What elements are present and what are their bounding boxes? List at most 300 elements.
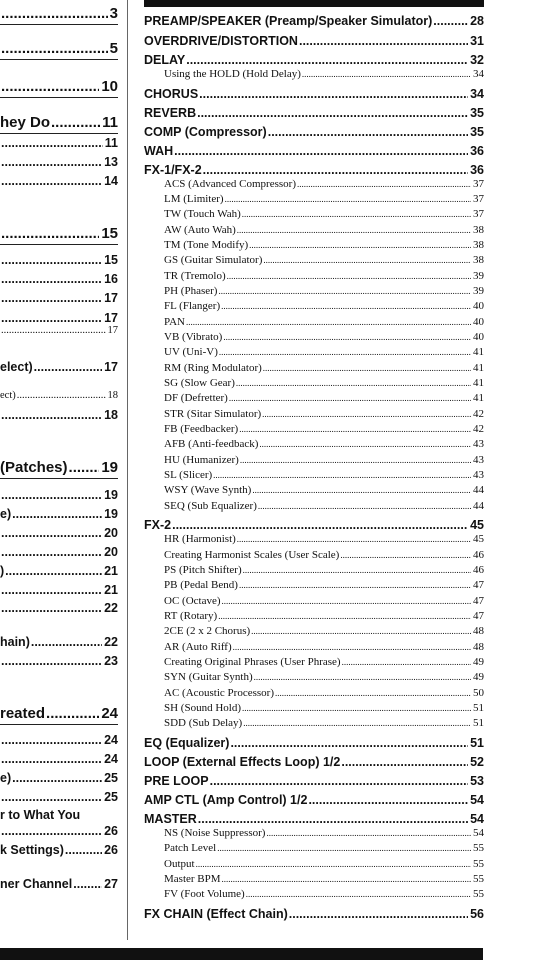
dot-leader (242, 703, 471, 713)
toc-entry-page: 37 (473, 208, 484, 220)
toc-entry[interactable] (0, 564, 118, 578)
toc-entry[interactable] (144, 87, 484, 101)
toc-entry-page: 10 (101, 78, 118, 95)
toc-entry-title: FL (Flanger) (164, 300, 221, 312)
toc-entry[interactable] (144, 178, 484, 190)
toc-entry-title: PH (Phaser) (164, 285, 218, 297)
toc-entry-page: 41 (473, 392, 484, 404)
toc-entry-title: EQ (Equalizer) (144, 736, 230, 750)
toc-entry[interactable] (0, 291, 118, 305)
toc-entry[interactable] (144, 641, 484, 653)
toc-entry[interactable] (0, 808, 118, 822)
toc-entry[interactable] (0, 225, 118, 242)
dot-leader (199, 87, 468, 101)
toc-entry[interactable] (0, 408, 118, 422)
page-footer-bar (0, 948, 483, 960)
dot-leader (239, 580, 471, 590)
toc-entry-page: 44 (473, 500, 484, 512)
toc-entry[interactable] (0, 459, 118, 476)
toc-entry-page: 28 (470, 14, 484, 28)
toc-entry[interactable] (0, 174, 118, 188)
toc-entry-title: SG (Slow Gear) (164, 377, 235, 389)
toc-entry-page: 36 (470, 163, 484, 177)
toc-entry[interactable] (144, 671, 484, 683)
toc-entry-title: STR (Sitar Simulator) (164, 408, 262, 420)
toc-entry[interactable] (144, 793, 484, 807)
toc-entry[interactable] (0, 635, 118, 649)
toc-entry-page: 55 (473, 842, 484, 854)
dot-leader (242, 209, 471, 219)
toc-entry-page: 38 (473, 254, 484, 266)
toc-entry-title: PRE LOOP (144, 774, 209, 788)
toc-entry-title: CHORUS (144, 87, 199, 101)
toc-entry-page: 37 (473, 178, 484, 190)
toc-entry-page: 46 (473, 564, 484, 576)
toc-entry[interactable] (0, 272, 118, 286)
dot-leader (1, 155, 102, 169)
toc-entry-page: 26 (104, 843, 118, 857)
toc-entry[interactable] (0, 526, 118, 540)
toc-entry-title: PAN (164, 316, 185, 328)
toc-entry[interactable] (0, 771, 118, 785)
toc-entry-title: PREAMP/SPEAKER (Preamp/Speaker Simulator) (144, 14, 433, 28)
dot-leader (239, 424, 471, 434)
toc-entry-page: 54 (473, 827, 484, 839)
toc-entry[interactable] (144, 702, 484, 714)
toc-entry[interactable] (144, 331, 484, 343)
toc-entry-page: 18 (107, 390, 118, 401)
section-underline (0, 24, 118, 25)
toc-entry[interactable] (0, 843, 118, 857)
dot-leader (12, 507, 102, 521)
toc-entry[interactable] (144, 125, 484, 139)
toc-entry-title: PS (Pitch Shifter) (164, 564, 242, 576)
toc-entry-title: COMP (Compressor) (144, 125, 267, 139)
toc-entry-title: SEQ (Sub Equalizer) (164, 500, 257, 512)
toc-entry-title: LM (Limiter) (164, 193, 224, 205)
toc-entry-title: WAH (144, 144, 174, 158)
dot-leader (1, 311, 102, 325)
toc-entry-title: hey Do (0, 114, 51, 131)
toc-entry-title: AC (Acoustic Processor) (164, 687, 274, 699)
toc-entry-page: 55 (473, 888, 484, 900)
toc-entry[interactable] (144, 687, 484, 699)
toc-entry-page: 39 (473, 270, 484, 282)
toc-entry-page: 17 (104, 360, 118, 374)
toc-entry[interactable] (144, 408, 484, 420)
dot-leader (198, 812, 468, 826)
toc-entry-title: GS (Guitar Simulator) (164, 254, 263, 266)
toc-entry[interactable] (144, 68, 484, 80)
dot-leader (302, 69, 471, 79)
dot-leader (1, 225, 99, 242)
toc-entry-page: 22 (104, 601, 118, 615)
dot-leader (1, 733, 102, 747)
toc-entry[interactable] (0, 311, 118, 325)
toc-entry[interactable] (0, 136, 118, 150)
toc-entry-title: RT (Rotary) (164, 610, 218, 622)
dot-leader (222, 874, 471, 884)
toc-entry-page: 35 (470, 106, 484, 120)
dot-leader (1, 583, 102, 597)
toc-entry-page: 51 (470, 736, 484, 750)
toc-entry[interactable] (144, 500, 484, 512)
dot-leader (1, 174, 102, 188)
toc-entry-page: 34 (470, 87, 484, 101)
dot-leader (1, 5, 108, 22)
dot-leader (1, 790, 102, 804)
toc-entry-page: 20 (104, 545, 118, 559)
dot-leader (258, 501, 471, 511)
toc-entry-page: 46 (473, 549, 484, 561)
toc-entry-title: TR (Tremolo) (164, 270, 226, 282)
toc-entry-title: MASTER (144, 812, 197, 826)
toc-entry-title: reated (0, 705, 46, 722)
dot-leader (229, 393, 471, 403)
toc-entry[interactable] (144, 423, 484, 435)
toc-entry[interactable] (144, 346, 484, 358)
dot-leader (51, 114, 100, 131)
dot-leader (1, 545, 102, 559)
toc-entry-page: 20 (104, 526, 118, 540)
toc-entry[interactable] (144, 163, 484, 177)
toc-entry[interactable] (144, 106, 484, 120)
toc-entry-title: SDD (Sub Delay) (164, 717, 243, 729)
toc-entry-title: ) (0, 564, 5, 578)
toc-entry-page: 41 (473, 362, 484, 374)
dot-leader (221, 301, 471, 311)
dot-leader (236, 378, 471, 388)
toc-entry-title: Patch Level (164, 842, 217, 854)
toc-entry[interactable] (144, 564, 484, 576)
toc-entry-title: FX-2 (144, 518, 172, 532)
dot-leader (1, 601, 102, 615)
toc-entry[interactable] (0, 488, 118, 502)
toc-entry-title: r to What You (0, 808, 81, 822)
toc-entry-page: 18 (104, 408, 118, 422)
toc-entry-page: 39 (473, 285, 484, 297)
toc-entry-page: 42 (473, 408, 484, 420)
toc-entry-title: hain) (0, 635, 30, 649)
dot-leader (266, 828, 471, 838)
dot-leader (268, 125, 468, 139)
column-divider (127, 0, 128, 940)
toc-entry[interactable] (0, 824, 118, 838)
dot-leader (172, 518, 468, 532)
dot-leader (1, 325, 106, 336)
toc-entry-page: 49 (473, 656, 484, 668)
toc-entry-title: DELAY (144, 53, 186, 67)
toc-entry[interactable] (0, 360, 118, 374)
toc-entry-title: SYN (Guitar Synth) (164, 671, 253, 683)
toc-entry-page: 19 (104, 507, 118, 521)
section-underline (0, 97, 118, 98)
toc-entry[interactable] (144, 812, 484, 826)
toc-entry[interactable] (0, 507, 118, 521)
dot-leader (210, 774, 469, 788)
toc-entry-page: 55 (473, 873, 484, 885)
toc-entry-title: OVERDRIVE/DISTORTION (144, 34, 298, 48)
dot-leader (289, 907, 468, 921)
toc-entry-page: 43 (473, 454, 484, 466)
toc-entry-page: 47 (473, 610, 484, 622)
toc-entry-title: ACS (Advanced Compressor) (164, 178, 296, 190)
toc-entry-page: 14 (104, 174, 118, 188)
dot-leader (297, 179, 471, 189)
toc-entry[interactable] (0, 752, 118, 766)
toc-entry-page: 54 (470, 793, 484, 807)
toc-entry[interactable] (0, 40, 118, 57)
toc-entry[interactable] (144, 254, 484, 266)
toc-entry[interactable] (0, 877, 118, 891)
toc-entry-page: 50 (473, 687, 484, 699)
toc-entry-title: RM (Ring Modulator) (164, 362, 262, 374)
toc-entry-page: 17 (104, 311, 118, 325)
toc-entry[interactable] (0, 390, 118, 401)
toc-entry-page: 5 (109, 40, 118, 57)
toc-entry-page: 11 (102, 114, 118, 131)
dot-leader (223, 332, 471, 342)
section-underline (0, 133, 118, 134)
dot-leader (1, 136, 103, 150)
toc-entry-page: 17 (107, 325, 118, 336)
dot-leader (308, 793, 468, 807)
toc-entry-page: 34 (473, 68, 484, 80)
toc-entry-title: FB (Feedbacker) (164, 423, 239, 435)
dot-leader (218, 286, 471, 296)
toc-entry-page: 52 (470, 755, 484, 769)
toc-entry[interactable] (144, 907, 484, 921)
dot-leader (341, 755, 468, 769)
toc-entry[interactable] (144, 193, 484, 205)
dot-leader (263, 255, 471, 265)
toc-entry-title: elect) (0, 360, 33, 374)
toc-entry-page: 15 (101, 225, 118, 242)
toc-entry[interactable] (144, 579, 484, 591)
toc-entry-title: AW (Auto Wah) (164, 224, 236, 236)
toc-entry[interactable] (0, 325, 118, 336)
toc-entry-page: 24 (104, 733, 118, 747)
dot-leader (275, 688, 471, 698)
toc-entry-page: 55 (473, 858, 484, 870)
dot-leader (1, 272, 102, 286)
toc-entry-page: 47 (473, 595, 484, 607)
dot-leader (240, 455, 471, 465)
toc-entry-title: FX-1/FX-2 (144, 163, 202, 177)
toc-entry-page: 38 (473, 239, 484, 251)
dot-leader (186, 317, 471, 327)
toc-entry-page: 40 (473, 316, 484, 328)
toc-entry-page: 49 (473, 671, 484, 683)
dot-leader (1, 526, 102, 540)
section-underline (0, 724, 118, 725)
dot-leader (1, 654, 102, 668)
dot-leader (69, 459, 100, 476)
toc-entry[interactable] (0, 155, 118, 169)
toc-entry-page: 42 (473, 423, 484, 435)
toc-entry[interactable] (144, 755, 484, 769)
toc-entry-title: FX CHAIN (Effect Chain) (144, 907, 288, 921)
toc-entry-page: 25 (104, 771, 118, 785)
toc-entry[interactable] (144, 549, 484, 561)
dot-leader (34, 360, 102, 374)
toc-entry-page: 15 (104, 253, 118, 267)
toc-entry[interactable] (144, 285, 484, 297)
toc-entry-page: 41 (473, 377, 484, 389)
dot-leader (65, 843, 102, 857)
toc-entry[interactable] (144, 827, 484, 839)
toc-entry-title: TW (Touch Wah) (164, 208, 241, 220)
toc-entry-page: 32 (470, 53, 484, 67)
toc-entry[interactable] (144, 454, 484, 466)
toc-entry[interactable] (144, 270, 484, 282)
toc-entry-page: 35 (470, 125, 484, 139)
toc-entry-title: e) (0, 771, 12, 785)
dot-leader (243, 718, 471, 728)
toc-entry[interactable] (0, 790, 118, 804)
toc-entry[interactable] (0, 545, 118, 559)
toc-entry[interactable] (144, 484, 484, 496)
dot-leader (31, 635, 102, 649)
toc-entry-page: 36 (470, 144, 484, 158)
toc-entry[interactable] (144, 888, 484, 900)
toc-entry[interactable] (144, 300, 484, 312)
toc-entry-page: 25 (104, 790, 118, 804)
toc-entry[interactable] (144, 774, 484, 788)
toc-entry-page: 22 (104, 635, 118, 649)
toc-entry-title: LOOP (External Effects Loop) 1/2 (144, 755, 341, 769)
toc-entry[interactable] (144, 208, 484, 220)
toc-entry-title: DF (Defretter) (164, 392, 228, 404)
toc-entry-page: 13 (104, 155, 118, 169)
toc-entry-page: 56 (470, 907, 484, 921)
toc-entry-page: 11 (104, 136, 118, 150)
toc-entry-title: e) (0, 507, 12, 521)
toc-entry[interactable] (144, 842, 484, 854)
toc-entry[interactable] (0, 114, 118, 131)
dot-leader (230, 736, 468, 750)
dot-leader (227, 271, 471, 281)
toc-entry[interactable] (144, 736, 484, 750)
toc-entry-page: 51 (473, 717, 484, 729)
dot-leader (233, 642, 471, 652)
toc-entry[interactable] (0, 583, 118, 597)
dot-leader (237, 534, 471, 544)
dot-leader (259, 439, 471, 449)
dot-leader (1, 824, 102, 838)
toc-entry[interactable] (144, 533, 484, 545)
dot-leader (196, 859, 471, 869)
toc-entry[interactable] (144, 656, 484, 668)
toc-entry-title: ect) (0, 390, 16, 401)
toc-entry[interactable] (0, 705, 118, 722)
toc-entry-page: 19 (101, 459, 118, 476)
toc-entry-title: AMP CTL (Amp Control) 1/2 (144, 793, 308, 807)
toc-entry[interactable] (144, 224, 484, 236)
dot-leader (5, 564, 102, 578)
toc-entry[interactable] (144, 717, 484, 729)
toc-entry-page: 53 (470, 774, 484, 788)
toc-entry[interactable] (0, 5, 118, 22)
dot-leader (186, 53, 468, 67)
dot-leader (342, 657, 471, 667)
toc-entry-page: 43 (473, 469, 484, 481)
toc-entry-page: 3 (109, 5, 118, 22)
toc-entry[interactable] (144, 610, 484, 622)
toc-entry-page: 48 (473, 625, 484, 637)
toc-entry-title: WSY (Wave Synth) (164, 484, 252, 496)
toc-entry[interactable] (144, 377, 484, 389)
toc-entry-page: 19 (104, 488, 118, 502)
toc-entry[interactable] (144, 469, 484, 481)
toc-entry-page: 21 (104, 583, 118, 597)
toc-entry-title: HU (Humanizer) (164, 454, 239, 466)
toc-entry-page: 48 (473, 641, 484, 653)
toc-entry[interactable] (144, 518, 484, 532)
toc-entry[interactable] (144, 316, 484, 328)
toc-entry-page: 45 (473, 533, 484, 545)
toc-entry[interactable] (0, 654, 118, 668)
dot-leader (217, 843, 471, 853)
toc-entry-page: 23 (104, 654, 118, 668)
dot-leader (225, 194, 471, 204)
toc-entry[interactable] (0, 733, 118, 747)
toc-entry[interactable] (144, 625, 484, 637)
section-underline (0, 244, 118, 245)
dot-leader (219, 347, 471, 357)
dot-leader (218, 611, 471, 621)
toc-entry-page: 40 (473, 331, 484, 343)
toc-entry[interactable] (144, 362, 484, 374)
dot-leader (251, 626, 471, 636)
dot-leader (1, 488, 102, 502)
dot-leader (1, 408, 102, 422)
toc-entry-title: k Settings) (0, 843, 64, 857)
toc-entry-title: TM (Tone Modify) (164, 239, 249, 251)
toc-entry-page: 40 (473, 300, 484, 312)
dot-leader (254, 672, 471, 682)
toc-entry-page: 21 (104, 564, 118, 578)
toc-entry[interactable] (144, 34, 484, 48)
toc-entry-title: AFB (Anti-feedback) (164, 438, 259, 450)
toc-entry[interactable] (0, 78, 118, 95)
toc-entry[interactable] (144, 595, 484, 607)
toc-entry[interactable] (144, 438, 484, 450)
toc-entry-page: 45 (470, 518, 484, 532)
dot-leader (237, 225, 471, 235)
dot-leader (1, 291, 102, 305)
toc-entry-page: 41 (473, 346, 484, 358)
toc-entry-page: 26 (104, 824, 118, 838)
toc-entry[interactable] (144, 239, 484, 251)
toc-entry[interactable] (144, 14, 484, 28)
toc-entry-title: PB (Pedal Bend) (164, 579, 238, 591)
toc-entry[interactable] (0, 253, 118, 267)
dot-leader (1, 78, 99, 95)
toc-entry[interactable] (0, 601, 118, 615)
toc-entry[interactable] (144, 858, 484, 870)
toc-entry[interactable] (144, 144, 484, 158)
left-toc-column (0, 0, 118, 950)
toc-entry[interactable] (144, 392, 484, 404)
toc-entry-title: VB (Vibrato) (164, 331, 223, 343)
toc-entry-title: Creating Harmonist Scales (User Scale) (164, 549, 340, 561)
toc-entry-title: Using the HOLD (Hold Delay) (164, 68, 301, 80)
dot-leader (263, 363, 471, 373)
toc-entry[interactable] (144, 873, 484, 885)
toc-entry-page: 24 (104, 752, 118, 766)
toc-entry[interactable] (144, 53, 484, 67)
